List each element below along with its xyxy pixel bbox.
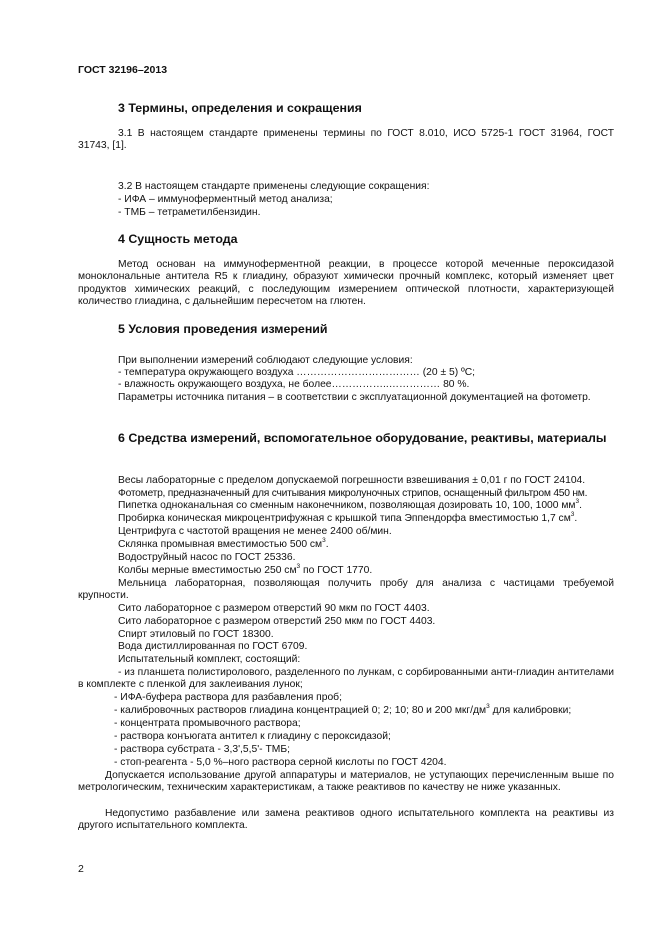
test-kit-buffer: - ИФА-буфера раствора для разбавления проб; (114, 692, 342, 703)
reagent-ethanol: Спирт этиловый по ГОСТ 18300. (118, 629, 274, 640)
test-kit-intro: Испытательный комплект, состоящий: (118, 654, 301, 665)
section-4-title: 4 Сущность метода (118, 232, 238, 246)
equipment-tube: Пробирка коническая микроцентрифужная с крышкой типа Эппендорфа вместимостью 1,7 $см^3$. (118, 510, 578, 524)
section-5-title: 5 Условия проведения измерений (118, 322, 328, 336)
test-kit-substrate: - раствора субстрата - 3,3',5,5'- ТМБ; (114, 744, 290, 755)
equipment-pipette: Пипетка одноканальная со сменным наконечником, позволяющая дозировать 10, 100, 1000 $мм^3$. (118, 497, 583, 511)
equipment-sieve-250: Сито лабораторное с размером отверстий 250 мкм по ГОСТ 4403. (118, 616, 436, 627)
equipment-mill: Мельница лабораторная, позволяющая получить пробу для анализа с частицами требуемой крупности. (78, 578, 614, 602)
section-3-paragraph-2: 3.2 В настоящем стандарте применены следующие сокращения: (118, 181, 430, 192)
equipment-scales: Весы лабораторные с пределом допускаемой погрешности взвешивания ± 0,01 г по ГОСТ 24104. (118, 475, 586, 486)
equipment-photometer: Фотометр, предназначенный для считывания микролуночных стрипов, оснащенный фильтром 450 нм. (118, 488, 588, 499)
conditions-intro: При выполнении измерений соблюдают следующие условия: (118, 355, 413, 366)
test-kit-wash-concentrate: - концентрата промывочного раствора; (114, 718, 301, 729)
page-number: 2 (78, 863, 84, 875)
equipment-wash-bottle: Склянка промывная вместимостью 500 $см^3$. (118, 536, 329, 550)
substitution-note: Допускается использование другой аппаратуры и материалов, не уступающих перечисленным выше по метрологическим, техническим характеристикам, а также реактивов по качеству не ниже указанных. (78, 770, 614, 794)
test-kit-calibrators: - калибровочных растворов глиадина концентрацией 0; 2; 10; 80 и 200 мкг/$дм^3$ для калибровки; (114, 702, 572, 716)
equipment-flasks: Колбы мерные вместимостью 250 $см^3$ по ГОСТ 1770. (118, 562, 373, 576)
condition-humidity: - влажность окружающего воздуха, не более……………..…………… 80 %. (118, 379, 470, 390)
section-6-title: 6 Средства измерений, вспомогательное оборудование, реактивы, материалы (118, 431, 607, 445)
section-3-paragraph-1: 3.1 В настоящем стандарте применены термины по ГОСТ 8.010, ИСО 5725-1 ГОСТ 31964, ГОСТ 31743, [1]. (78, 128, 614, 152)
condition-temperature: - температура окружающего воздуха ……………………………… (20 ± 5) ºС; (118, 367, 476, 378)
abbreviation-tmb: - ТМБ – тетраметилбензидин. (118, 207, 261, 218)
power-supply-paragraph: Параметры источника питания – в соответствии с эксплуатационной документацией на фотометр. (118, 392, 591, 403)
no-mixing-note: Недопустимо разбавление или замена реактивов одного испытательного комплекта на реактивы из другого испытательного комплекта. (78, 808, 614, 832)
equipment-pump: Водоструйный насос по ГОСТ 25336. (118, 552, 296, 563)
abbreviation-ifa: - ИФА – иммуноферментный метод анализа; (118, 194, 333, 205)
reagent-water: Вода дистиллированная по ГОСТ 6709. (118, 641, 308, 652)
section-3-title: 3 Термины, определения и сокращения (118, 101, 362, 115)
equipment-centrifuge: Центрифуга с частотой вращения не менее 2400 об/мин. (118, 526, 392, 537)
test-kit-plate: - из планшета полистиролового, разделенного по лункам, с сорбированными анти-глиадин антителами в комплекте с пленкой для заклеивания лунок; (78, 667, 614, 691)
test-kit-stop-reagent: - стоп-реагента - 5,0 %–ного раствора серной кислоты по ГОСТ 4204. (114, 757, 447, 768)
section-4-paragraph: Метод основан на иммуноферментной реакции, в процессе которой меченные пероксидазой моноклональные антитела R5 к глиадину, образуют химически прочный комплекс, который изменяет цвет продуктов химических реакций, с последующим измерением оптической плотности, характеризующей количество глиадина, с дальнейшим пересчетом на глютен. (78, 259, 614, 308)
equipment-sieve-90: Сито лабораторное с размером отверстий 90 мкм по ГОСТ 4403. (118, 603, 430, 614)
document-header: ГОСТ 32196–2013 (78, 64, 168, 76)
test-kit-conjugate: - раствора конъюгата антител к глиадину с пероксидазой; (114, 731, 391, 742)
